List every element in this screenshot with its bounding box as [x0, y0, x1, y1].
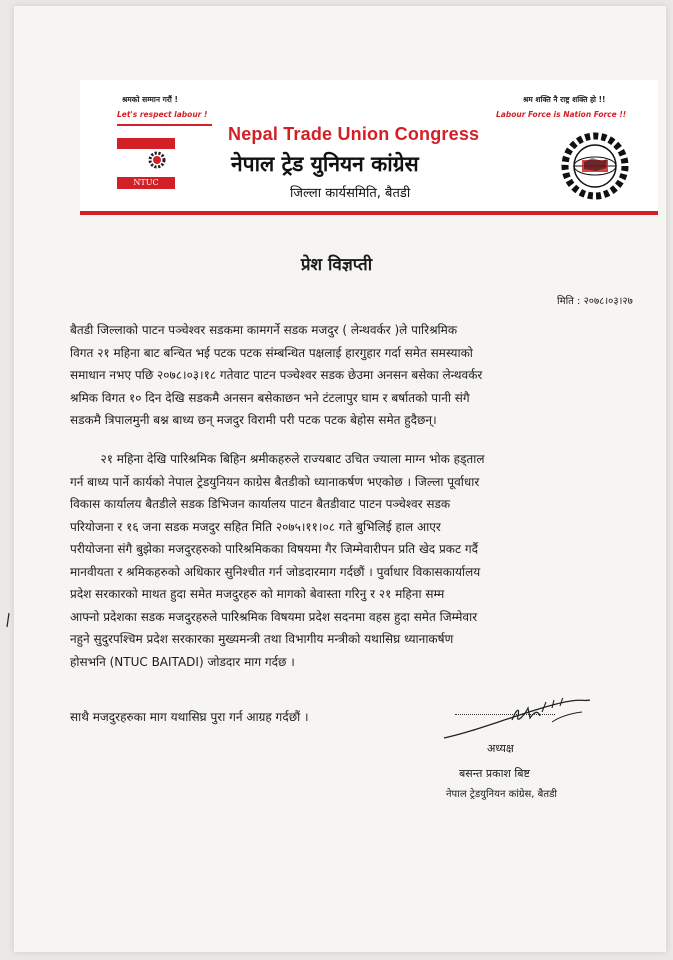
ntuc-label: NTUC	[117, 177, 175, 189]
letterhead-divider	[80, 211, 658, 215]
signatory-name: बसन्त प्रकाश बिष्ट	[459, 767, 530, 780]
signatory-title: अध्यक्ष	[487, 742, 514, 755]
paragraph-2	[70, 448, 618, 673]
text-line: परियोजना र १६ जना सडक मजदुर सहित मिति २०७५।११।०८ गते बुभिलिई हाल आएर	[70, 519, 441, 534]
text-line: बैतडी जिल्लाको पाटन पञ्चेश्वर सडकमा कामगर्ने सडक मजदुर ( लेन्थवर्कर )ले पारिश्रमिक	[70, 323, 458, 337]
text-line: २१ महिना देखि पारिश्रमिक बिहिन श्रमीकहरुले राज्यबाट उचित ज्याला माग्न भोक हड्ताल	[70, 452, 485, 466]
org-name-english: Nepal Trade Union Congress	[228, 124, 480, 144]
text-line: समाधान नभए पछि २०७८।०३।१८ गतेवाट पाटन पञ्चेश्वर सडक छेउमा अनसन बसेका लेन्थवर्कर	[70, 368, 483, 382]
text-line: गर्न बाध्य पार्ने कार्यको नेपाल ट्रेडयुनियन काग्रेस बैतडीको ध्यानाकर्षण भएकोछ । जिल्ला पूर्वाधार	[70, 474, 480, 489]
text-line: आफ्नो प्रदेशका सडक मजदुरहरुले पारिश्रमिक विषयमा प्रदेश सदनमा वहस हुदा समेत जिम्मेवार	[70, 609, 478, 624]
text-line: विकास कार्यालय बैतडीले सडक डिभिजन कार्यालय पाटन बैतडीवाट पाटन पञ्चेश्वर सडक	[70, 497, 451, 511]
text-line: विगत २१ महिना बाट बन्चित भई पटक पटक संम्बन्धित पक्षलाई हारगुहार गर्दा समेत समस्याको	[70, 345, 473, 360]
press-release-title: प्रेश विज्ञप्ती	[300, 255, 373, 275]
text-line: परीयोजना संगै बुझेका मजदुरहरुको पारिश्रमिकका विषयमा गैर जिम्मेवारीपन प्रति खेद प्रकट गर्दै	[70, 542, 478, 556]
margin-mark	[5, 612, 11, 628]
text-line: सडकमै त्रिपालमुनी बश्न बाध्य छन् मजदुर विरामी परी पटक पटक बेहोस समेत हुदैछन्।	[70, 413, 437, 427]
handwritten-signature	[442, 698, 592, 748]
signatory-organization: नेपाल ट्रेडयुनियन कांग्रेस, बैतडी	[446, 789, 558, 800]
text-line: प्रदेश सरकारको माथत हुदा समेत मजदुरहरु को मागको बेवास्ता गरिनु र २१ महिना सम्म	[70, 587, 445, 601]
text-line: श्रमिक विगत १० दिन देखि सडकमै अनसन बसेकाछन भने टंटलापुर घाम र बर्षातको पानी संगै	[70, 390, 470, 405]
text-line: नहुने सुदुरपश्चिम प्रदेश सरकारका मुख्यमन्त्री तथा विभागीय मन्त्रीको यथासिघ्र ध्यानाकर्षण	[70, 632, 454, 646]
slogan-right-english: Labour Force is Nation Force !!	[496, 110, 627, 119]
ntuc-gear-icon	[147, 150, 167, 170]
ntuc-globe-gear-logo-icon	[560, 131, 630, 201]
org-name-nepali: नेपाल ट्रेड युनियन कांग्रेस	[231, 152, 419, 176]
text-line: मानवीयता र श्रमिकहरुको अधिकार सुनिश्चीत गर्न जोडदारमाग गर्दछौं । पुर्वाधार विकासकार्यालय	[70, 564, 481, 579]
slogan-left-english: Let's respect labour !	[117, 110, 208, 119]
text-line: होसभनि (NTUC BAITADI) जोडदार माग गर्दछ ।	[70, 654, 295, 669]
text-line: साथै मजदुरहरुका माग यथासिघ्र पुरा गर्न आग्रह गर्दछौं ।	[70, 710, 309, 724]
paragraph-1	[70, 319, 618, 432]
document-date: मिति : २०७८।०३।२७	[557, 296, 633, 307]
slogan-right-nepali: श्रम शक्ति नै राष्ट्र शक्ति हो !!	[523, 95, 606, 104]
district-office: जिल्ला कार्यसमिति, बैतडी	[290, 186, 411, 201]
slogan-left-nepali: श्रमको सम्मान गरौं !	[122, 95, 178, 104]
